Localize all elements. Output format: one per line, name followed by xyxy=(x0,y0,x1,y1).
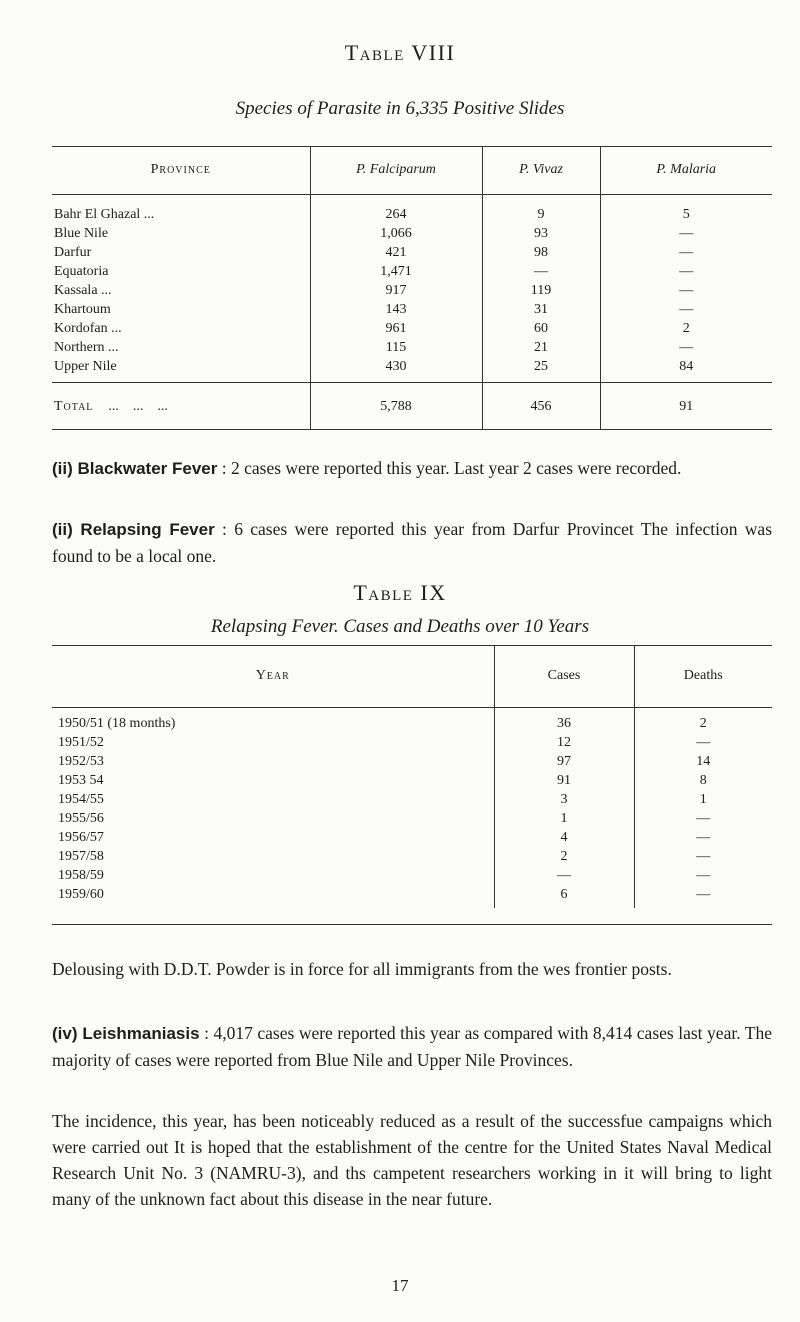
table8-province-cell: Darfur xyxy=(54,245,92,260)
table8-vivax-cell: 119 xyxy=(482,281,600,300)
page-number: 17 xyxy=(391,1276,409,1295)
table8-row xyxy=(52,243,772,262)
table9-year-cell: 1952/53 xyxy=(58,754,104,769)
blackwater-text: : 2 cases were reported this year. Last year 2 cases were recorded. xyxy=(221,458,682,478)
table8-header-malaria: P. Malaria xyxy=(600,146,772,195)
table9-year-cell: 1955/56 xyxy=(58,811,104,826)
table8-vivax-cell: 60 xyxy=(482,319,600,338)
table8-header-province: Province xyxy=(52,146,310,195)
delousing-paragraph: Delousing with D.D.T. Powder is in force for all immigrants from the wes frontier posts. xyxy=(52,959,672,979)
table9-row xyxy=(52,771,772,790)
table9-deaths-cell: — xyxy=(634,866,772,885)
table9-year-cell: 1959/60 xyxy=(58,887,104,902)
table8-province-cell: Blue Nile xyxy=(54,226,109,241)
table9-year-cell: 1953 54 xyxy=(58,773,104,788)
table9-cases-cell: 2 xyxy=(494,847,634,866)
table9-deaths-cell: — xyxy=(634,828,772,847)
table8-falciparum-cell: 1,066 xyxy=(310,224,482,243)
table9-deaths-cell: — xyxy=(634,809,772,828)
table9-row xyxy=(52,828,772,847)
table9-year-cell: 1957/58 xyxy=(58,849,104,864)
relapsing-heading: (ii) Relapsing Fever xyxy=(52,520,215,539)
table8-header-vivax: P. Vivaz xyxy=(482,146,600,195)
table8-province-cell: Northern ... xyxy=(54,340,119,355)
table8-row xyxy=(52,224,772,243)
table9-deaths-cell: 14 xyxy=(634,752,772,771)
relapsing-paragraph xyxy=(52,516,772,569)
table8-row xyxy=(52,262,772,281)
table9-deaths-cell: — xyxy=(634,885,772,908)
table8-falciparum-cell: 1,471 xyxy=(310,262,482,281)
table8-subtitle: Species of Parasite in 6,335 Positive Slides xyxy=(235,98,565,119)
table9-cases-cell: 36 xyxy=(494,708,634,734)
table9-cases-cell: 1 xyxy=(494,809,634,828)
table8-vivax-cell: 93 xyxy=(482,224,600,243)
table9-year-cell: 1951/52 xyxy=(58,735,104,750)
table8-malaria-cell: — xyxy=(600,224,772,243)
table9-cases-cell: — xyxy=(494,866,634,885)
total-falciparum: 5,788 xyxy=(310,383,482,430)
table9-cases-cell: 6 xyxy=(494,885,634,908)
total-malaria: 91 xyxy=(600,383,772,430)
table8-vivax-cell: 21 xyxy=(482,338,600,357)
table9 xyxy=(52,645,772,908)
table9-cases-cell: 4 xyxy=(494,828,634,847)
table8-malaria-cell: — xyxy=(600,338,772,357)
table9-year-cell: 1958/59 xyxy=(58,868,104,883)
table8-falciparum-cell: 430 xyxy=(310,357,482,383)
table9-row xyxy=(52,708,772,734)
table9-row xyxy=(52,809,772,828)
table9-row xyxy=(52,752,772,771)
table8-row xyxy=(52,300,772,319)
table9-row xyxy=(52,866,772,885)
table9-deaths-cell: 2 xyxy=(634,708,772,734)
table9-deaths-cell: — xyxy=(634,847,772,866)
table8-vivax-cell: 98 xyxy=(482,243,600,262)
table8-falciparum-cell: 421 xyxy=(310,243,482,262)
table9-row xyxy=(52,885,772,908)
table8-province-cell: Bahr El Ghazal ... xyxy=(54,207,155,222)
table9-header-cases: Cases xyxy=(494,645,634,708)
leishmaniasis-text: : 4,017 cases were reported this year as compared with 8,414 cases last year. The majority of cases were reported from Blue Nile and Upper Nile Provinces. xyxy=(52,1023,772,1070)
leishmaniasis-paragraph xyxy=(52,1020,772,1073)
table9-year-cell: 1950/51 (18 months) xyxy=(58,716,176,731)
table9-title: Table IX xyxy=(353,580,447,605)
table8-malaria-cell: 5 xyxy=(600,195,772,225)
table8-title: Table VIII xyxy=(344,40,456,65)
table9-cases-cell: 3 xyxy=(494,790,634,809)
table9-cases-cell: 12 xyxy=(494,733,634,752)
table8-province-cell: Kordofan ... xyxy=(54,321,122,336)
table8-vivax-cell: — xyxy=(482,262,600,281)
blackwater-paragraph xyxy=(52,455,772,482)
table9-row xyxy=(52,790,772,809)
table8-malaria-cell: — xyxy=(600,243,772,262)
table9-bottom-rule xyxy=(52,924,772,925)
table9-deaths-cell: — xyxy=(634,733,772,752)
table8-row xyxy=(52,357,772,383)
table9-subtitle: Relapsing Fever. Cases and Deaths over 10 Years xyxy=(210,616,590,637)
table8 xyxy=(52,146,772,430)
table8-falciparum-cell: 264 xyxy=(310,195,482,225)
table9-year-cell: 1956/57 xyxy=(58,830,104,845)
blackwater-heading: (ii) Blackwater Fever xyxy=(52,459,218,478)
table8-row xyxy=(52,338,772,357)
table8-falciparum-cell: 143 xyxy=(310,300,482,319)
table9-cases-cell: 91 xyxy=(494,771,634,790)
table8-province-cell: Kassala ... xyxy=(54,283,112,298)
table9-row xyxy=(52,847,772,866)
table8-province-cell: Upper Nile xyxy=(54,359,117,374)
table8-malaria-cell: — xyxy=(600,300,772,319)
table9-deaths-cell: 8 xyxy=(634,771,772,790)
table8-falciparum-cell: 961 xyxy=(310,319,482,338)
table8-falciparum-cell: 917 xyxy=(310,281,482,300)
table8-malaria-cell: — xyxy=(600,262,772,281)
table8-vivax-cell: 25 xyxy=(482,357,600,383)
table9-deaths-cell: 1 xyxy=(634,790,772,809)
table8-falciparum-cell: 115 xyxy=(310,338,482,357)
table9-header-year: Year xyxy=(52,645,494,708)
table8-province-cell: Khartoum xyxy=(54,302,111,317)
table8-malaria-cell: 2 xyxy=(600,319,772,338)
table9-header-deaths: Deaths xyxy=(634,645,772,708)
table8-vivax-cell: 9 xyxy=(482,195,600,225)
incidence-paragraph: The incidence, this year, has been noticeably reduced as a result of the successfue campaigns which were carried out It is hoped that the establishment of the centre for the United States Naval Medical Research Unit No. 3 (NAMRU-3), and ths campetent researchers working in it will bring to light many of the unknown fact about this disease in the near future. xyxy=(52,1111,772,1209)
total-label: Total ... ... ... xyxy=(52,383,310,430)
table8-row xyxy=(52,281,772,300)
table8-province-cell: Equatoria xyxy=(54,264,109,279)
table8-row xyxy=(52,195,772,225)
table8-malaria-cell: 84 xyxy=(600,357,772,383)
table8-malaria-cell: — xyxy=(600,281,772,300)
table8-header-falciparum: P. Falciparum xyxy=(310,146,482,195)
table8-row xyxy=(52,319,772,338)
leishmaniasis-heading: (iv) Leishmaniasis xyxy=(52,1024,200,1043)
table9-row xyxy=(52,733,772,752)
total-vivax: 456 xyxy=(482,383,600,430)
table9-cases-cell: 97 xyxy=(494,752,634,771)
table8-vivax-cell: 31 xyxy=(482,300,600,319)
table8-total-row xyxy=(52,383,772,430)
table9-year-cell: 1954/55 xyxy=(58,792,104,807)
relapsing-text: : 6 cases were reported this year from Darfur Provincet The infection was found to be a local one. xyxy=(52,519,773,566)
